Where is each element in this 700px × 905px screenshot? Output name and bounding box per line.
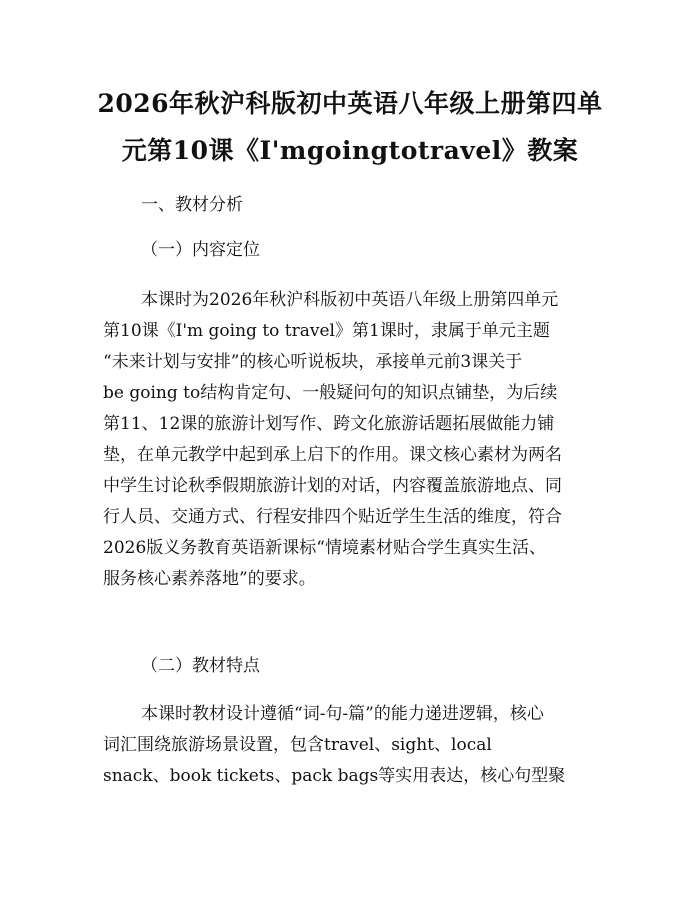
paragraph-line: 行人员、交通方式、行程安排四个贴近学生生活的维度，符合 bbox=[103, 507, 562, 527]
section-heading-analysis: 一、教材分析 bbox=[141, 195, 243, 215]
paragraph-line: 垫，在单元教学中起到承上启下的作用。课文核心素材为两名 bbox=[103, 445, 562, 465]
paragraph-line: 第10课《I'm going to travel》第1课时，隶属于单元主题 bbox=[103, 321, 550, 341]
title-line-2: 元第10课《I'mgoingtotravel》教案 bbox=[121, 136, 579, 165]
paragraph-line: 第11、12课的旅游计划写作、跨文化旅游话题拓展做能力铺 bbox=[103, 414, 555, 434]
paragraph-line: 本课时为2026年秋沪科版初中英语八年级上册第四单元 bbox=[141, 290, 559, 310]
paragraph-line: 中学生讨论秋季假期旅游计划的对话，内容覆盖旅游地点、同 bbox=[103, 476, 562, 496]
paragraph-content-features bbox=[103, 699, 603, 792]
paragraph-line: snack、book tickets、pack bags等实用表达，核心句型聚 bbox=[103, 766, 566, 786]
title-line-1: 2026年秋沪科版初中英语八年级上册第四单 bbox=[97, 89, 603, 118]
paragraph-line: 2026版义务教育英语新课标“情境素材贴合学生真实生活、 bbox=[103, 538, 546, 558]
paragraph-line: 服务核心素养落地”的要求。 bbox=[103, 569, 316, 589]
document-title bbox=[60, 80, 640, 174]
subsection-heading-features: （二）教材特点 bbox=[141, 656, 260, 676]
paragraph-content-positioning bbox=[103, 285, 603, 595]
paragraph-line: “未来计划与安排”的核心听说板块，承接单元前3课关于 bbox=[103, 352, 523, 372]
paragraph-line: 本课时教材设计遵循“词-句-篇”的能力递进逻辑，核心 bbox=[141, 704, 544, 724]
paragraph-line: 词汇围绕旅游场景设置，包含travel、sight、local bbox=[103, 735, 492, 755]
paragraph-line: be going to结构肯定句、一般疑问句的知识点铺垫，为后续 bbox=[103, 383, 558, 403]
subsection-heading-positioning: （一）内容定位 bbox=[141, 240, 260, 260]
